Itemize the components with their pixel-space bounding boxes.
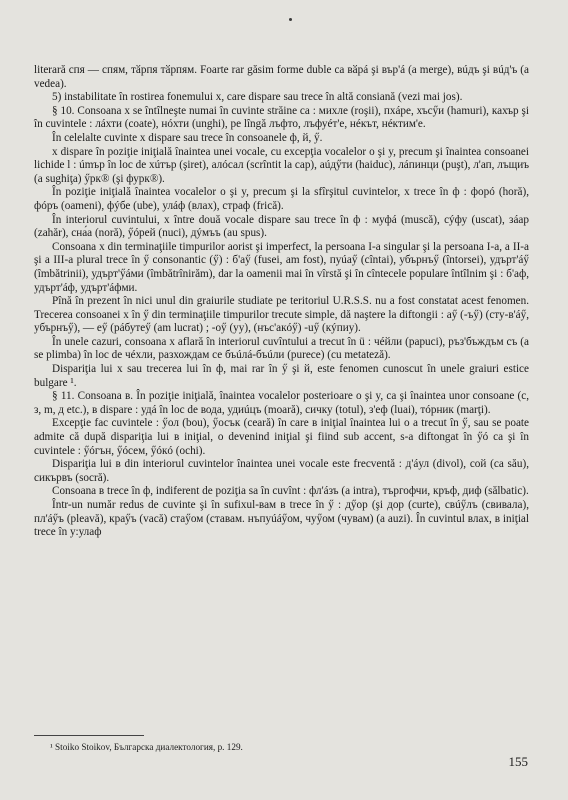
paragraph: În unele cazuri, consoana x aflară în interiorul cuvîntului a trecut în ü : чéйли (papuci), ръз'бъждъм съ (a se plimba) în loc de чéхли, разхождам се бъúлá-бъúли (purece) (cu metateză). xyxy=(34,335,529,362)
paragraph: În poziţie iniţială înaintea vocalelor o şi y, precum şi la sfîrşitul cuvintelor, x trece în ф : форó (horă), фóръ (oameni), фýбе (ubе), улáф (влах), страф (frică). xyxy=(34,186,529,212)
paragraph: 5) instabilitate în rostirea fonemului x, care dispare sau trece în altă consiană (vezi mai jos). xyxy=(52,91,463,104)
paragraph: literară спя — спям, тӑрпя тӑрпям. Foarte rar găsim forme duble ca вӑрá şi вър'á (a merge), вúдъ şi вúд'ъ (a vedea). xyxy=(34,64,529,90)
body-text xyxy=(34,64,529,540)
paragraph: În celelalte cuvinte x dispare sau trece în consoanele ф, й, ӳ. xyxy=(52,131,323,144)
paragraph: Pînă în prezent în nici unul din graiurile studiate pe teritoriul U.R.S.S. nu a fost constatat acest fenomen. Trecerea consoanei x în ӳ din terminaţiile timpurilor trecute simple, dă naştere la diftongii : aӳ (-ъӳ) (сту-в'áӳ, убърнъӳ), — eӳ (рáбутеӳ (am lucrat) ; -oӳ (yy), (нъс'акóӳ) -uӳ (кýпиу). xyxy=(34,295,529,335)
footnote-rule xyxy=(34,735,144,736)
paragraph: Consoana x din terminaţiile timpurilor aorist şi imperfect, la persoana I-a singular şi la persoana I-a, a II-a şi a III-a plural trece în ӳ consonantic (ӳ) : б'аӳ (fusei, am fost), пуúаӳ (cîntai), убърнъӳ (întorsei), удърт'áӳ (îmbătrinii), удърт'ӳáми (îmbătrînirăm), dar la oamenii mai în vîrstă şi în cîntecele populare întîlnim şi : б'аф, удърт'áф, удърт'áфми. xyxy=(34,240,529,294)
paragraph: § 10. Consoana x se întîlneşte numai în cuvinte străine ca : михле (roşii), пхáре, хъсӳи (hamuri), кахър şi în cuvintele : лáхти (coate), нóхти (unghi), pe lîngă лъфто, лъфуéт'е, нéкът, нéктим'е. xyxy=(34,104,529,131)
paragraph: Într-un număr redus de cuvinte şi în sufixul-вам в trece în ӳ : дӳор (şi дор (curte), свúӳлъ (свивала), пл'áӳъ (pleavă), краӳъ (vacă) стаӳом (ставам. нъпуúáӳом, чуӳом (чувам) (a auzi). În cuvintul влах, в iniţial trece în у:улаф xyxy=(34,499,529,539)
paragraph: Dispariţia lui в din interiorul cuvintelor înaintea unei vocale este frecventă : д'áул (divol), сой (ca său), сикървъ (socră). xyxy=(34,458,529,484)
paragraph: Consoana в trece în ф, indiferent de poziţia sa în cuvînt : фл'áзъ (a intra), търгофчи, кръф, диф (sălbatic). xyxy=(52,485,529,498)
paragraph: Dispariţia lui x sau trecerea lui în ф, mai rar în ӳ şi й, este fenomen cunoscut în unele graiuri estice bulgare ¹. xyxy=(34,363,529,389)
paragraph: În interiorul cuvintului, x între două vocale dispare sau trece în ф : муфá (muscă), сýфу (uscat), зáар (zahăr), сна́а (noră), ӳóрей (nuci), дýмъъ (au spus). xyxy=(34,213,529,240)
paragraph: x dispare în poziţie iniţială înaintea unei vocale, cu excepţia vocalelor o şi y, precum şi înaintea consoanei lichide l : úmър în loc de хúтър (şiret), алóсал (scrîntit la cap), аúдӳти (haiduc), лáпинци (puşt), л'ап, лъщиъ (a sughiţa) ӳрк® (şi фурк®). xyxy=(34,145,529,185)
page-number: 155 xyxy=(508,754,528,769)
footnote: ¹ Stoiko Stoikov, Българска диалектология, p. 129. xyxy=(50,742,243,752)
paragraph: § 11. Consoana в. În poziţie iniţială, înaintea vocalelor posterioare o şi y, ca şi înaintea unor consoane (c, з, m, д etc.), в dispare : удá în loc de вода, удиúцъ (moară), сичку (totul), з'еф (luai), тóрник (marţi). xyxy=(34,390,529,416)
margin-dot xyxy=(289,18,292,21)
paragraph: Excepţie fac cuvintele : ӳол (bou), ӳосък (ceară) în care в iniţial înaintea lui o a trecut în ӳ, sau se poate admite că după dispariţia lui в iniţial, o devenind iniţial şi fiind sub accent, s-a diftongat în ӳó ca şi în cuvintele : ӳóгън, ӳóсем, ӳóкó (ochi). xyxy=(34,417,529,457)
